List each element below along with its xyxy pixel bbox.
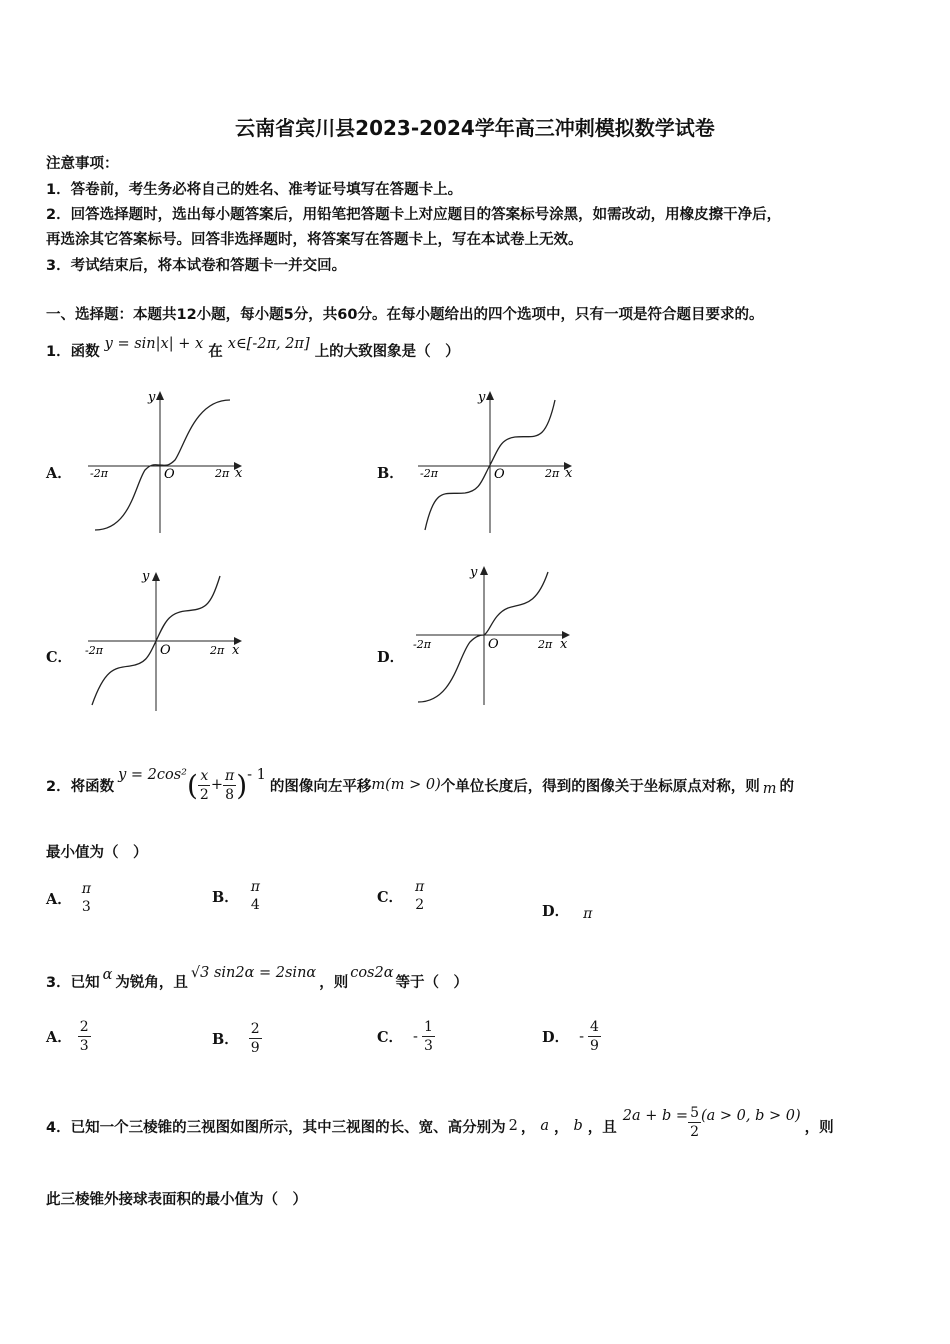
y-label: y [470,565,478,580]
q3-var: α [102,967,113,983]
q3-d-den: 9 [589,1038,599,1054]
q3-option-a-value [78,1018,91,1055]
q4-eq-frac [688,1104,701,1141]
pos-2pi-label: 2π [210,644,225,657]
q2-option-d[interactable] [542,900,592,921]
section-heading: 一、选择题：本题共12小题，每小题5分，共60分。在每小题给出的四个选项中，只有一项是符合题目要求的。 [46,307,764,323]
question-4-stem [46,1104,834,1148]
q1-graph-b [410,385,590,540]
notice-item: 再选涂其它答案标号。回答非选择题时，将答案写在答题卡上，写在本试卷上无效。 [46,232,583,248]
y-arrow-icon [156,391,164,400]
q2-option-a-label: A． [46,890,72,908]
q1-graph-a [80,385,260,540]
q1-option-a-label[interactable]: A． [46,465,72,482]
y-arrow-icon [152,572,160,581]
q3-c-num: 1 [423,1019,433,1035]
q1-mid: 在 [208,344,223,360]
q3-target: cos2α [350,965,394,981]
neg-2pi-label: -2π [85,644,103,657]
x-label: x [565,466,573,481]
q2-c-num: π [415,879,425,895]
q3-d-sign: - [579,1028,584,1045]
q4-eq-cond: (a > 0, b > 0) [700,1108,801,1124]
q4-sep2: ， [553,1119,569,1136]
q2-option-c-value [413,878,426,914]
q1-function: y = sin|x| + x [104,336,204,352]
q3-option-a[interactable] [46,1018,91,1055]
question-3-stem [46,963,468,999]
q3-mid: 为锐角，且 [115,974,188,991]
q1-option-d-label[interactable]: D． [377,649,405,666]
q2-func-a: y = 2cos² [118,767,187,783]
q2-option-c-label: C． [377,888,404,906]
question-1-stem [46,336,460,361]
q3-option-d[interactable] [542,1018,601,1055]
q2-option-a-value [80,880,93,916]
q3-option-b-value [249,1020,262,1057]
neg-2pi-label: -2π [420,467,438,480]
notice-item: 3．考试结束后，将本试卷和答题卡一并交回。 [46,258,347,274]
q4-length: 2 [508,1118,518,1134]
y-arrow-icon [480,566,488,575]
q4-width: a [540,1118,549,1134]
q2-mid: 的图像向左平移 [269,778,372,795]
q2-option-b[interactable] [212,878,262,914]
q2-frac-2 [223,767,236,804]
q2-func-b: - 1 [247,767,266,783]
notice-item: 2．回答选择题时，选出每小题答案后，用铅笔把答题卡上对应题目的答案标号涂黑，如需改动，用橡皮擦干净后， [46,207,782,223]
q4-line2: 此三棱锥外接球表面积的最小值为（ ） [46,1192,307,1208]
q2-frac1-num: x [200,767,209,784]
q4-sep1: ， [520,1119,536,1136]
origin-label: O [160,643,171,658]
q2-a-num: π [81,881,91,897]
q2-line2: 最小值为（ ） [46,845,148,861]
q3-c-sign: - [413,1028,418,1045]
q2-paren-open: ( [186,768,198,802]
q3-a-num: 2 [79,1019,89,1035]
q2-c-den: 2 [415,897,425,913]
q4-mid: ，且 [587,1119,617,1136]
q2-frac2-num: π [225,767,235,784]
q3-mid2: ，则 [319,974,349,991]
q1-graph-d [408,562,588,712]
q1-option-c-label[interactable]: C． [46,649,73,666]
q3-suffix: 等于（ ） [395,974,469,991]
q2-option-c[interactable] [377,878,426,914]
x-label: x [232,643,240,658]
question-2-stem [46,765,794,805]
neg-2pi-label: -2π [90,467,108,480]
y-arrow-icon [486,391,494,400]
q3-d-num: 4 [589,1019,599,1035]
q1-domain: x∈[-2π, 2π] [227,336,310,352]
q2-option-b-value [249,878,262,914]
q4-height: b [573,1118,583,1134]
q1-prefix: 1．函数 [46,344,100,360]
origin-label: O [164,467,175,482]
q2-frac-1 [198,767,211,804]
q4-prefix: 4．已知一个三棱锥的三视图如图所示，其中三视图的长、宽、高分别为 [46,1119,506,1136]
q2-frac1-den: 2 [199,786,209,803]
q3-option-d-value [588,1018,601,1055]
q3-prefix: 3．已知 [46,974,100,991]
q2-shift: m(m > 0) [371,777,441,793]
q2-option-a[interactable] [46,880,93,916]
q4-eq-left: 2a + b = [622,1108,689,1124]
q3-b-den: 9 [250,1040,260,1056]
q1-suffix: 上的大致图象是（ ） [314,344,460,360]
q2-option-d-value: π [583,905,593,922]
x-label: x [235,466,243,481]
q4-eq-num: 5 [690,1104,699,1121]
q3-option-b[interactable] [212,1020,262,1057]
q4-eq-den: 2 [690,1123,699,1140]
neg-2pi-label: -2π [413,638,431,651]
q2-a-den: 3 [81,899,91,915]
q3-a-den: 3 [79,1038,89,1054]
y-label: y [142,569,150,584]
pos-2pi-label: 2π [215,467,230,480]
q2-prefix: 2．将函数 [46,778,115,795]
q2-option-d-label: D． [542,903,570,920]
q3-condition: √3 sin2α = 2sinα [190,965,317,981]
q3-option-d-label: D． [542,1029,570,1046]
q2-b-num: π [250,879,260,895]
q2-b-den: 4 [250,897,260,913]
origin-label: O [488,637,499,652]
y-label: y [148,390,156,405]
q3-option-b-label: B． [212,1031,239,1048]
q2-plus: + [210,777,223,793]
q2-frac2-den: 8 [225,786,235,803]
notice-item: 1．答卷前，考生务必将自己的姓名、准考证号填写在答题卡上。 [46,182,463,198]
q2-end: 的 [779,778,795,795]
q2-option-b-label: B． [212,888,239,906]
notice-heading: 注意事项： [46,156,119,172]
q1-graph-c [80,568,260,718]
q2-mid2: 个单位长度后，得到的图像关于坐标原点对称，则 [440,778,760,795]
page-title: 云南省宾川县2023-2024学年高三冲刺模拟数学试卷 [235,116,715,140]
q3-option-c-label: C． [377,1029,404,1046]
curve [418,572,548,702]
origin-label: O [494,467,505,482]
curve [95,400,230,530]
q3-b-num: 2 [250,1021,260,1037]
y-label: y [478,390,486,405]
pos-2pi-label: 2π [545,467,560,480]
q3-option-a-label: A． [46,1029,72,1046]
x-label: x [560,637,568,652]
q2-var: m [762,781,777,797]
q4-end: ，则 [804,1119,834,1136]
pos-2pi-label: 2π [538,638,553,651]
q3-option-c-value [422,1018,435,1055]
q2-paren-close: ) [236,768,248,802]
q1-option-b-label[interactable]: B． [377,465,404,482]
q3-c-den: 3 [423,1038,433,1054]
q3-option-c[interactable] [377,1018,435,1055]
